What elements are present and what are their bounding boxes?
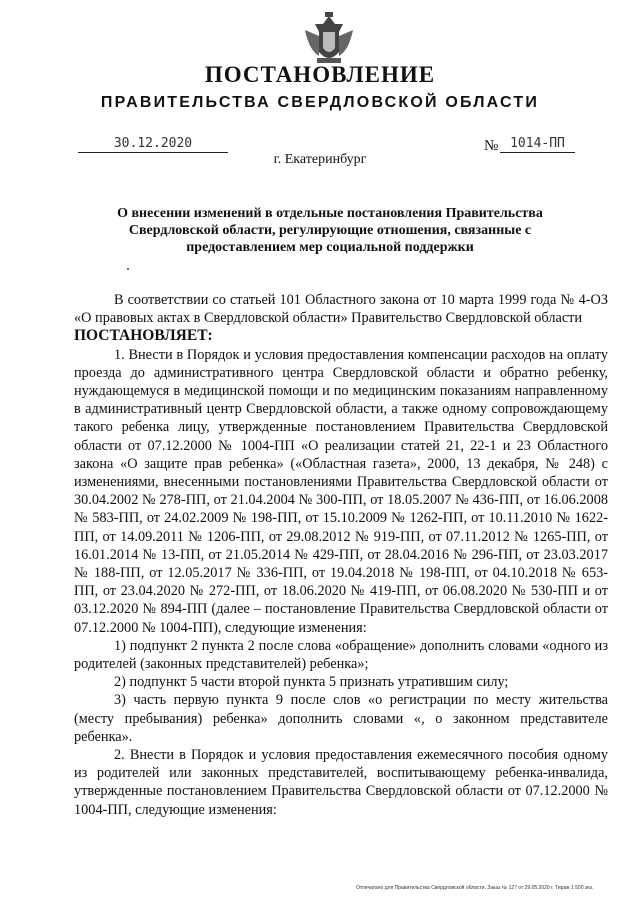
- city: г. Екатеринбург: [273, 152, 367, 167]
- coat-of-arms-icon: [303, 10, 355, 66]
- subparagraph-1-1: 1) подпункт 2 пункта 2 после слова «обращение» дополнить словами «одного из родителей (законных представителей) ребенка»;: [74, 637, 608, 673]
- subparagraph-1-2: 2) подпункт 5 части второй пункта 5 признать утратившим силу;: [114, 674, 509, 691]
- paragraph-2: 2. Внести в Порядок и условия предоставления ежемесячного пособия одному из родителей или законных представителей, воспитывающему ребенка-инвалида, утвержденные постановлением Правительства Свердловской области от 07.12.2000 № 1004-ПП, следующие изменения:: [74, 747, 608, 818]
- page-title: ПОСТАНОВЛЕНИЕ: [204, 62, 436, 87]
- resolves-heading: ПОСТАНОВЛЯЕТ:: [74, 327, 213, 345]
- print-footer: Отпечатано для Правительства Свердловской области. Заказ № 127 от 29.05.2020 г. Тираж 1 500 экз.: [356, 885, 594, 891]
- document-number: 1014-ПП: [500, 136, 575, 153]
- document-date: 30.12.2020: [78, 136, 228, 153]
- document-subject: О внесении изменений в отдельные постановления Правительства Свердловской области, регулирующие отношения, связанные с предоставлением мер социальной поддержки: [117, 206, 543, 255]
- subparagraph-1-3: 3) часть первую пункта 9 после слов «о регистрации по месту жительства (месту пребывания) ребенка» дополнить словами «, о законном представителе ребенка».: [74, 692, 608, 745]
- paragraph-1: 1. Внести в Порядок и условия предоставления компенсации расходов на оплату проезда до административного центра Свердловской области и обратно ребенку, нуждающемуся в медицинской помощи и по медицинским показаниям направленному в административный центр Свердловской области, а также одному сопровождающему такого ребенка лицу, утвержденные постановлением Правительства Свердловской области от 07.12.2000 № 1004-ПП «О реализации статей 21, 22-1 и 23 Областного закона «О защите прав ребенка» («Областная газета», 2000, 13 декабря, № 248) с изменениями, внесенными постановлениями Правительства Свердловской области от 30.04.2002 № 278-ПП, от 21.04.2004 № 300-ПП, от 18.05.2007 № 436-ПП, от 16.06.2008 № 583-ПП, от 24.02.2009 № 198-ПП, от 15.10.2009 № 1262-ПП, от 10.11.2010 № 1622-ПП, от 14.09.2011 № 1206-ПП, от 29.08.2012 № 919-ПП, от 07.11.2012 № 1265-ПП, от 16.01.2014 № 13-ПП, от 21.05.2014 № 429-ПП, от 28.04.2016 № 296-ПП, от 23.03.2017 № 188-ПП, от 12.05.2017 № 336-ПП, от 19.04.2018 № 198-ПП, от 04.10.2018 № 653-ПП, от 23.04.2020 № 272-ПП, от 18.06.2020 № 419-ПП, от 06.08.2020 № 530-ПП и от 03.12.2020 № 894-ПП (далее – постановление Правительства Свердловской области от 07.12.2000 № 1004-ПП), следующие изменения:: [74, 346, 608, 636]
- issuer-name: ПРАВИТЕЛЬСТВА СВЕРДЛОВСКОЙ ОБЛАСТИ: [100, 94, 540, 111]
- document-body: [74, 291, 608, 819]
- scan-speck: [127, 268, 129, 270]
- preamble: В соответствии со статьей 101 Областного закона от 10 марта 1999 года № 4-ОЗ «О правовых актах в Свердловской области» Правительство Свердловской области: [74, 292, 608, 327]
- number-label: №: [484, 138, 499, 154]
